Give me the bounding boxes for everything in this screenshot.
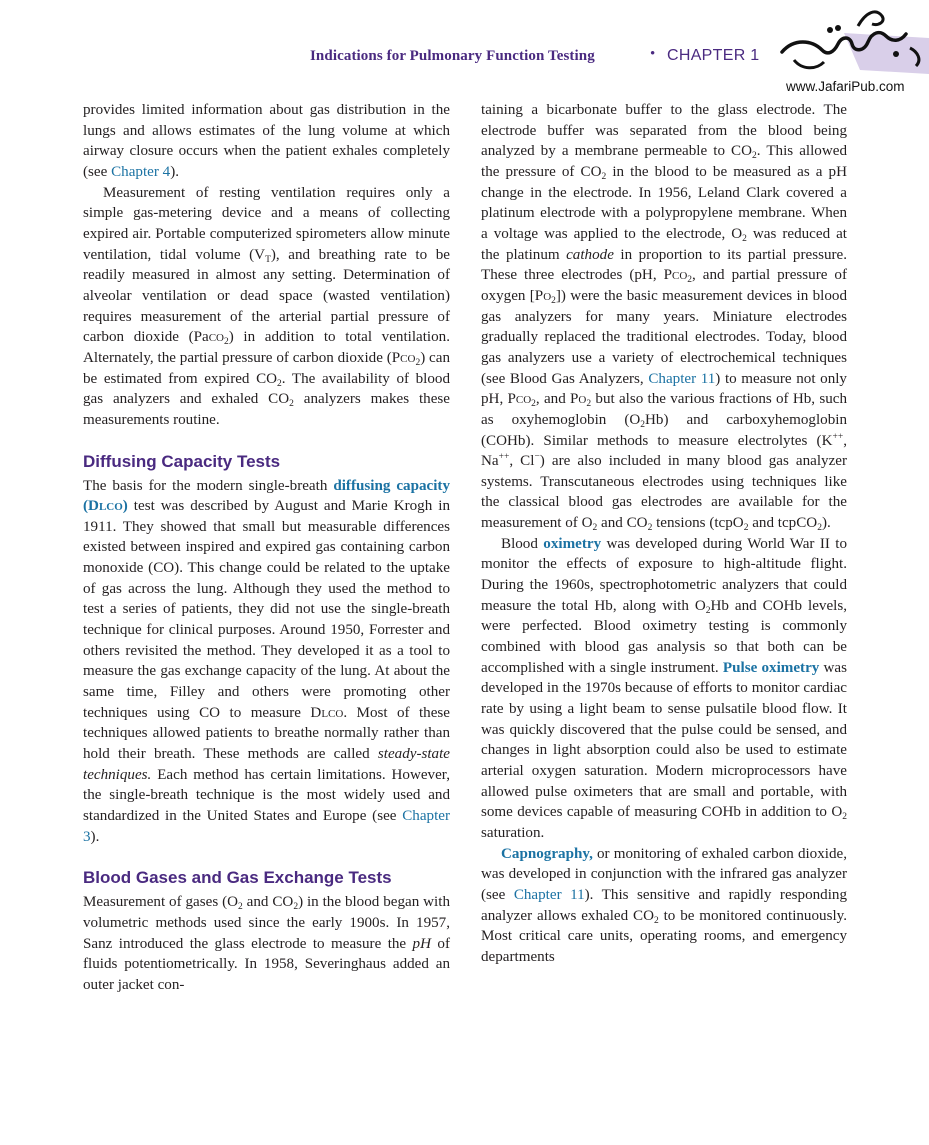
term-oximetry: oximetry [543, 535, 602, 552]
term-diffusing-capacity: diffusing capacity (Dlco) [83, 477, 450, 515]
paragraph: Capnography, or monitoring of exhaled carbon dioxide, was developed in conjunction with the infrared gas analyzer (see Chapter 11). This sensitive and rapidly responding analyzer allows exhaled $CO_2$ to be monitored continuously. Most critical care units, operating rooms, and emergency departments [481, 845, 847, 965]
chapter-label: CHAPTER 1 [667, 47, 760, 64]
chapter-3-link[interactable]: Chapter 3 [83, 808, 450, 845]
chapter-4-link[interactable]: Chapter 4 [111, 163, 171, 180]
paragraph: Blood oximetry was developed during World War II to monitor the effects of exposure to high-altitude flight. During the 1960s, spectrophotometric analyzers that could measure the total Hb, along with $O_2Hb$ and COHb levels, were perfected. Blood oximetry testing is commonly combined with blood gas analysis so that both can be accomplished with a single instrument. Pulse oximetry was developed in the 1970s because of efforts to monitor cardiac rate by using a light beam to sense pulsatile blood flow. It was quickly discovered that the pulse could be sensed, and changes in light absorption could also be used to estimate arterial oxygen saturation. Modern microprocessors have allowed pulse oximeters that are small and portable, with some devices capable of measuring COHb in addition to $O_2$ saturation. [481, 535, 847, 841]
left-column [83, 100, 450, 996]
chapter-11-link[interactable]: Chapter 11 [648, 370, 716, 387]
term-pulse-oximetry: Pulse oximetry [722, 659, 820, 676]
chapter-11-link[interactable]: Chapter 11 [513, 886, 585, 903]
watermark-url: www.JafariPub.com [786, 79, 905, 94]
right-column [481, 100, 847, 968]
paragraph: The basis for the modern single-breath diffusing capacity (Dlco) test was described by August and Marie Krogh in 1911. They showed that small but measurable differences existed between inspired and expired gas containing carbon monoxide (CO). This change could be related to the uptake of gas across the lung. Although they used the method to test a series of patients, they did not use the single-breath technique for clinical purposes. Around 1950, Forrester and others revisited the method. They developed it as a tool to measure the gas exchange capacity of the lung. At about the same time, Filley and others were promoting other techniques using CO to measure Dlco. Most of these techniques allowed patients to breathe normally rather than hold their breath. These methods are called steady-state techniques. Each method has certain limitations. However, the single-breath technique is the most widely used and standardized in the United States and Europe (see Chapter 3). [83, 477, 451, 845]
section-heading-blood-gases: Blood Gases and Gas Exchange Tests [83, 868, 392, 888]
header-bullet: • [650, 46, 656, 62]
term-capnography: Capnography, [501, 845, 593, 862]
paragraph: taining a bicarbonate buffer to the glass electrode. The electrode buffer was separated from the blood being analyzed by a membrane permeable to $CO_2$. This allowed the pressure of $CO_2$ in the blood to be measured as a pH change in the electrode. In 1956, Leland Clark covered a platinum electrode with a polypropylene membrane. When a voltage was applied to the electrode, $O_2$ was reduced at the platinum cathode in proportion to its partial pressure. These three electrodes (pH, Pco$_2$, and partial pressure of oxygen $[Po_2]$) were the basic measurement devices in blood gas analyzers for many years. Miniature electrodes gradually replaced the traditional electrodes. Today, blood gas analyzers use a variety of electrochemical techniques (see Blood Gas Analyzers, Chapter 11) to measure not only pH, Pco$_2$, and $Po_2$ but also the various fractions of Hb, such as oxyhemoglobin $(O_2Hb)$ and carboxyhemoglobin (COHb). Similar methods to measure electrolytes (K++, Na++, Cl−) are also included in many blood gas analyzer systems. Transcutaneous electrodes using techniques like the classical blood gas electrodes are available for the measurement of $O_2$ and $CO_2$ tensions (tcpO$_2$ and tcpCO$_2$). [481, 102, 848, 534]
section-heading-diffusing: Diffusing Capacity Tests [83, 451, 281, 471]
running-title: Indications for Pulmonary Function Testing [310, 48, 595, 64]
paragraph: Measurement of gases ($O_2$ and $CO_2$) in the blood began with volumetric methods used since the early 1900s. In 1957, Sanz introduced the glass electrode to measure the pH of fluids potentiometrically. In 1958, Severinghaus added an outer jacket con- [83, 894, 450, 993]
paragraph: Measurement of resting ventilation requires only a simple gas-metering device and a means of collecting expired air. Portable computerized spirometers allow minute ventilation, tidal volume $(V_T)$, and breathing rate to be readily measured in almost any setting. Determination of alveolar ventilation or dead space (wasted ventilation) requires measurement of the arterial partial pressure of carbon dioxide (Paco$_2$) in addition to total ventilation. Alternately, the partial pressure of carbon dioxide (Pco$_2$) can be estimated from expired $CO_2$. The availability of blood gas analyzers and exhaled $CO_2$ analyzers makes these measurements routine. [83, 184, 451, 428]
paragraph: provides limited information about gas distribution in the lungs and allows estimates of the lung volume at which airway closure occurs when the patient exhales completely (see Chapter 4). [83, 102, 450, 180]
